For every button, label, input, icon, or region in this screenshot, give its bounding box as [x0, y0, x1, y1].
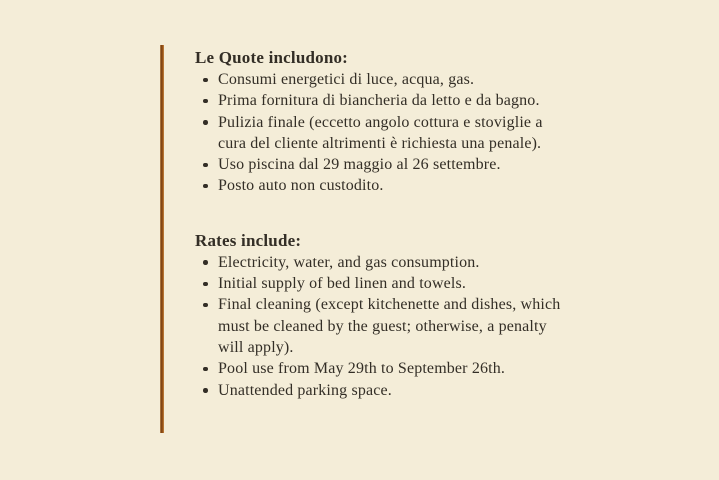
list-item-text: Electricity, water, and gas consumption. — [218, 253, 480, 271]
list-item — [195, 358, 567, 379]
list-item — [195, 90, 567, 111]
bullet-list-italian — [195, 69, 567, 197]
list-item-text: Pool use from May 29th to September 26th. — [218, 360, 506, 378]
section-rates-italian — [195, 47, 567, 197]
bullet-icon — [203, 120, 208, 125]
list-item-text: Uso piscina dal 29 maggio al 26 settembre. — [218, 156, 501, 174]
section-heading-english: Rates include: — [195, 230, 302, 250]
bullet-icon — [203, 282, 208, 287]
bullet-icon — [203, 163, 208, 168]
bullet-list-english — [195, 252, 567, 401]
list-item — [195, 273, 567, 294]
bullet-icon — [203, 184, 208, 189]
list-item — [195, 112, 567, 155]
list-item-text: Prima fornitura di biancheria da letto e da bagno. — [218, 92, 540, 110]
bullet-icon — [203, 99, 208, 104]
accent-divider-line — [160, 45, 164, 433]
list-item-text: Unattended parking space. — [218, 381, 392, 399]
list-item — [195, 252, 567, 273]
list-item-text: Initial supply of bed linen and towels. — [218, 275, 467, 293]
bullet-icon — [203, 388, 208, 393]
section-rates-english — [195, 230, 567, 401]
bullet-icon — [203, 260, 208, 265]
info-card-content — [195, 47, 567, 401]
list-item — [195, 154, 567, 175]
list-item — [195, 380, 567, 401]
bullet-icon — [203, 303, 208, 308]
list-item — [195, 175, 567, 196]
list-item — [195, 69, 567, 90]
list-item-text: Final cleaning (except kitchenette and dishes, which must be cleaned by the guest; otherwise, a penalty will apply). — [218, 296, 561, 356]
list-item-text: Consumi energetici di luce, acqua, gas. — [218, 71, 475, 88]
list-item — [195, 294, 567, 358]
bullet-icon — [203, 367, 208, 372]
list-item-text: Posto auto non custodito. — [218, 177, 384, 195]
list-item-text: Pulizia finale (eccetto angolo cottura e stoviglie a cura del cliente altrimenti è richiesta una penale). — [218, 113, 543, 152]
bullet-icon — [203, 78, 208, 83]
section-heading-italian: Le Quote includono: — [195, 48, 349, 67]
